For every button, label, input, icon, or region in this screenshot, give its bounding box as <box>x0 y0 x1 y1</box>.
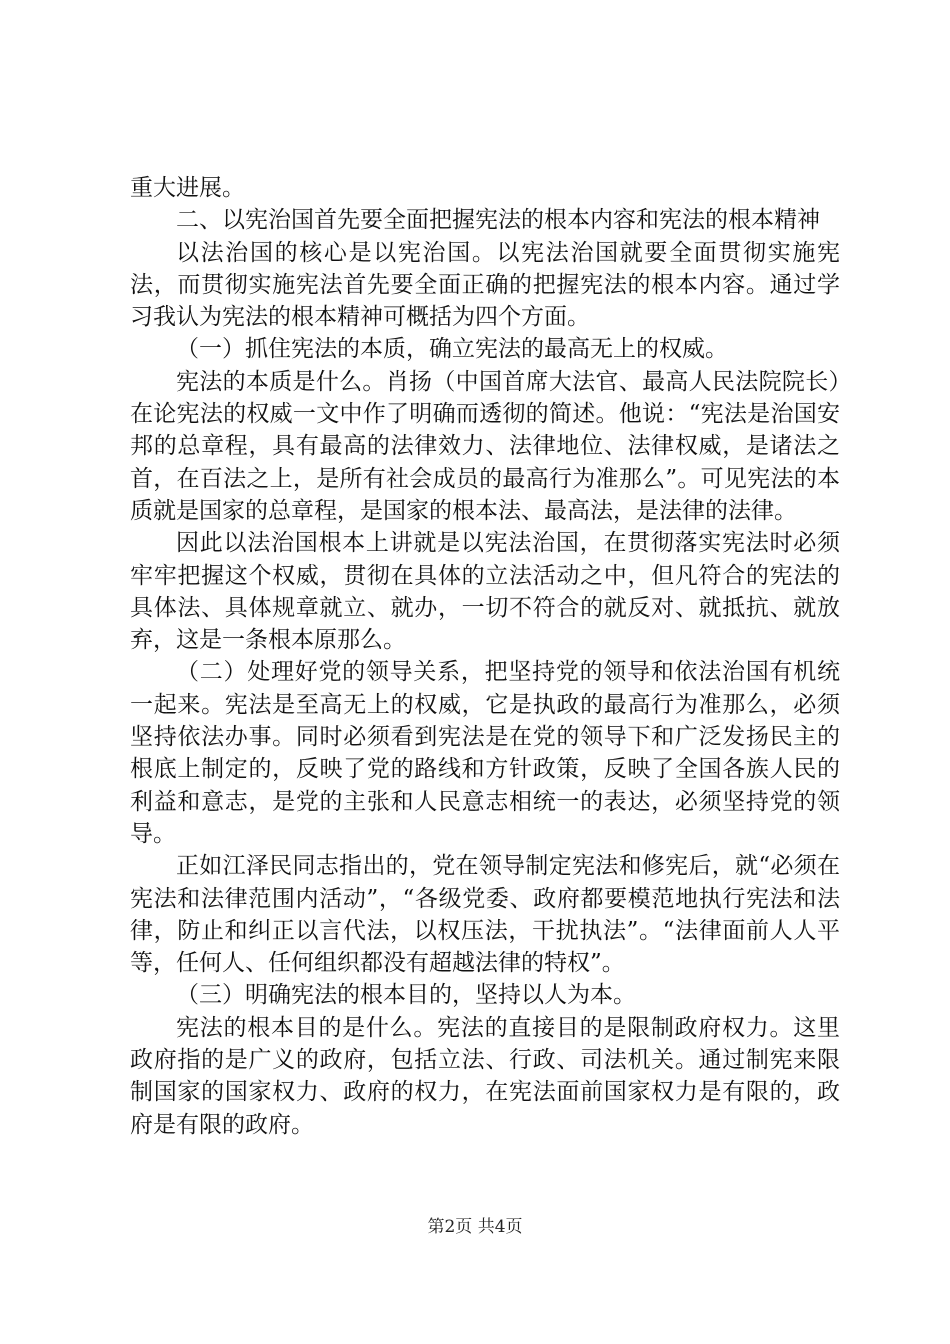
paragraph: 宪法的本质是什么。肖扬（中国首席大法官、最高人民法院院长）在论宪法的权威一文中作了明确而透彻的简述。他说：“宪法是治国安邦的总章程，具有最高的法律效力、法律地位、法律权威，是诸法之首，在百法之上，是所有社会成员的最高行为准那么”。可见宪法的本质就是国家的总章程，是国家的根本法、最高法，是法律的法律。 <box>130 368 840 524</box>
page-footer: 第2页 共4页 <box>427 1217 523 1237</box>
subsection-heading-3: （三）明确宪法的根本目的，坚持以人为本。 <box>176 982 636 1009</box>
subsection-heading-1: （一）抓住宪法的本质，确立宪法的最高无上的权威。 <box>176 336 728 363</box>
subsection-heading-2: （二）处理好党的领导关系，把坚持党的领导和依法治国有机统一起来。宪法是至高无上的权威，它是执政的最高行为准那么，必须坚持依法办事。同时必须看到宪法是在党的领导下和广泛发扬民主的根底上制定的，反映了党的路线和方针政策，反映了全国各族人民的利益和意志，是党的主张和人民意志相统一的表达，必须坚持党的领导。 <box>130 659 840 847</box>
paragraph-continuation: 重大进展。 <box>130 175 245 201</box>
paragraph: 宪法的根本目的是什么。宪法的直接目的是限制政府权力。这里政府指的是广义的政府，包括立法、行政、司法机关。通过制宪来限制国家的国家权力、政府的权力，在宪法面前国家权力是有限的，政府是有限的政府。 <box>130 1014 840 1138</box>
paragraph: 正如江泽民同志指出的，党在领导制定宪法和修宪后，就“必须在宪法和法律范围内活动”，“各级党委、政府都要模范地执行宪法和法律，防止和纠正以言代法，以权压法，干扰执法”。“法律面前人人平等，任何人、任何组织都没有超越法律的特权”。 <box>130 853 840 977</box>
paragraph: 因此以法治国根本上讲就是以宪法治国，在贯彻落实宪法时必须牢牢把握这个权威，贯彻在具体的立法活动之中，但凡符合的宪法的具体法、具体规章就立、就办，一切不符合的就反对、就抵抗、就放弃，这是一条根本原那么。 <box>130 530 840 654</box>
section-heading-2: 二、以宪治国首先要全面把握宪法的根本内容和宪法的根本精神 <box>176 207 820 234</box>
document-body <box>130 172 840 1141</box>
paragraph: 以法治国的核心是以宪治国。以宪法治国就要全面贯彻实施宪法，而贯彻实施宪法首先要全面正确的把握宪法的根本内容。通过学习我认为宪法的根本精神可概括为四个方面。 <box>130 239 840 331</box>
